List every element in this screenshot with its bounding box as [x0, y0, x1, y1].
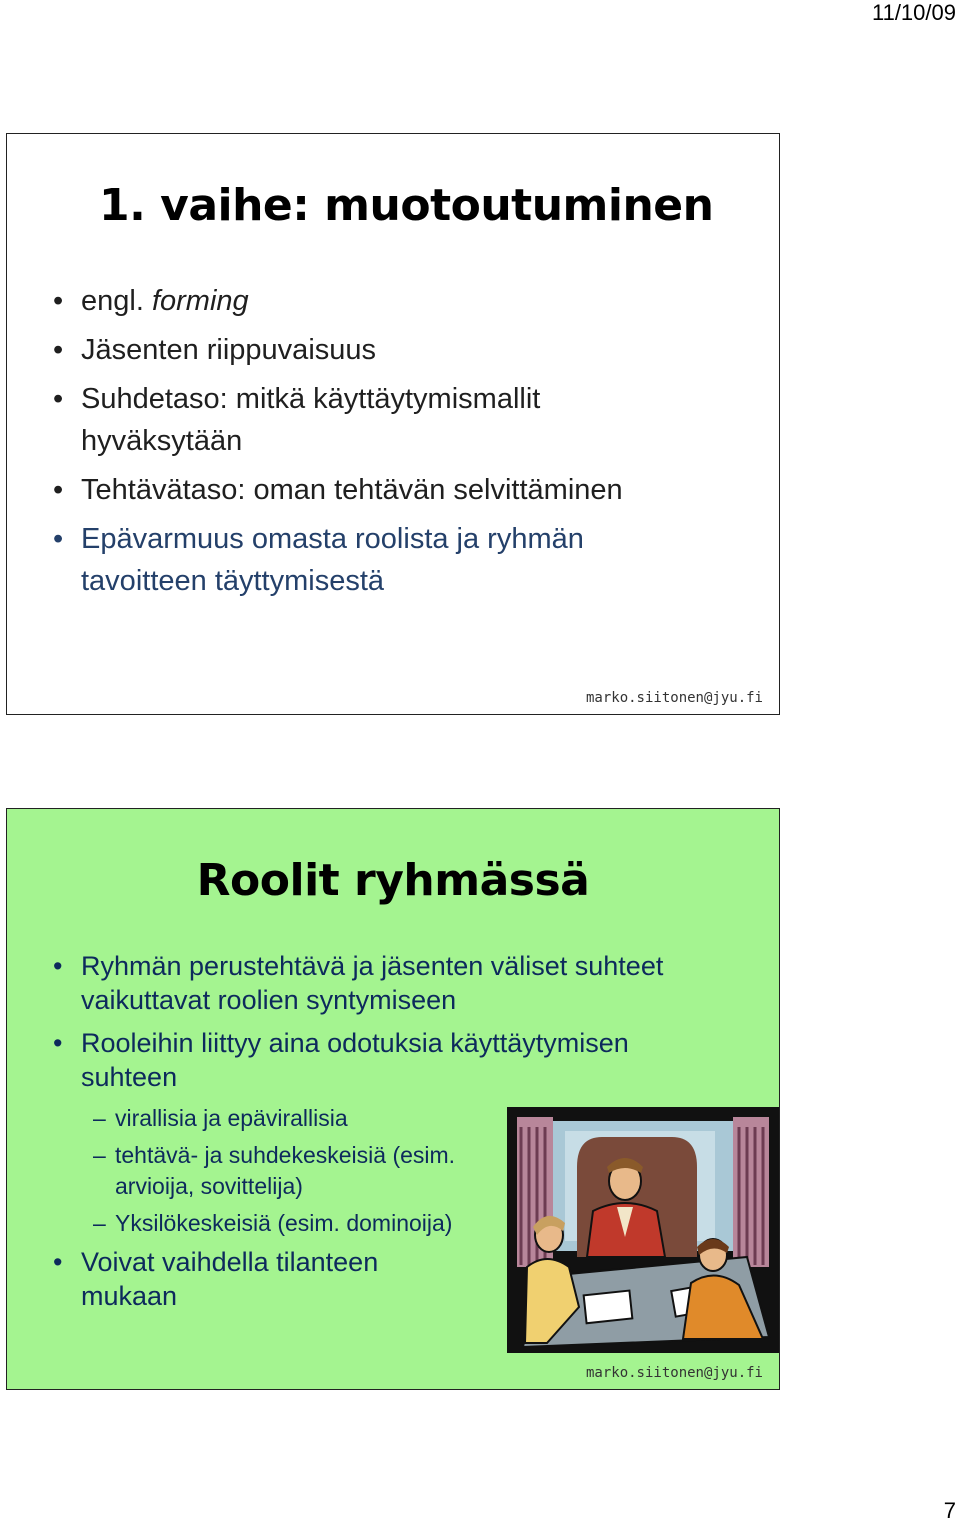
author-email: marko.siitonen@jyu.fi [585, 1365, 763, 1381]
meeting-illustration [507, 1107, 779, 1353]
bullet-item: • Jäsenten riippuvaisuus [7, 329, 779, 371]
bullet-item: • Suhdetaso: mitkä käyttäytymismallit hyväksytään [7, 378, 779, 462]
bullet-emphasis: forming [151, 285, 249, 317]
bullet-item: • Tehtävätaso: oman tehtävän selvittäminen [7, 469, 779, 511]
bullet-prefix: engl. [81, 285, 152, 317]
bullet-item: • Epävarmuus omasta roolista ja ryhmän tavoitteen täyttymisestä [7, 518, 779, 602]
slide-title: 1. vaihe: muotoutuminen [99, 180, 714, 231]
bullet-item: • Rooleihin liittyy aina odotuksia käyttäytymisen suhteen [7, 1026, 779, 1094]
slide-forming [6, 133, 780, 715]
bullet-item [7, 280, 779, 322]
page-number: 7 [943, 1498, 956, 1523]
sub-bullet-item: – virallisia ja epävirallisia [7, 1103, 779, 1134]
sub-bullet-item: – tehtävä- ja suhdekeskeisiä (esim. arvioija, sovittelija) [7, 1140, 779, 1202]
slide-title: Roolit ryhmässä [196, 855, 590, 906]
bullet-item: • Ryhmän perustehtävä ja jäsenten väliset suhteet vaikuttavat roolien syntymiseen [7, 949, 779, 1017]
bullet-list [7, 280, 779, 609]
author-email: marko.siitonen@jyu.fi [585, 690, 763, 706]
page-date: 11/10/09 [871, 0, 956, 25]
slide-roles [6, 808, 780, 1390]
bullet-item: • Voivat vaihdella tilanteen mukaan [7, 1245, 779, 1313]
sub-bullet-item: – Yksilökeskeisiä (esim. dominoija) [7, 1208, 779, 1239]
